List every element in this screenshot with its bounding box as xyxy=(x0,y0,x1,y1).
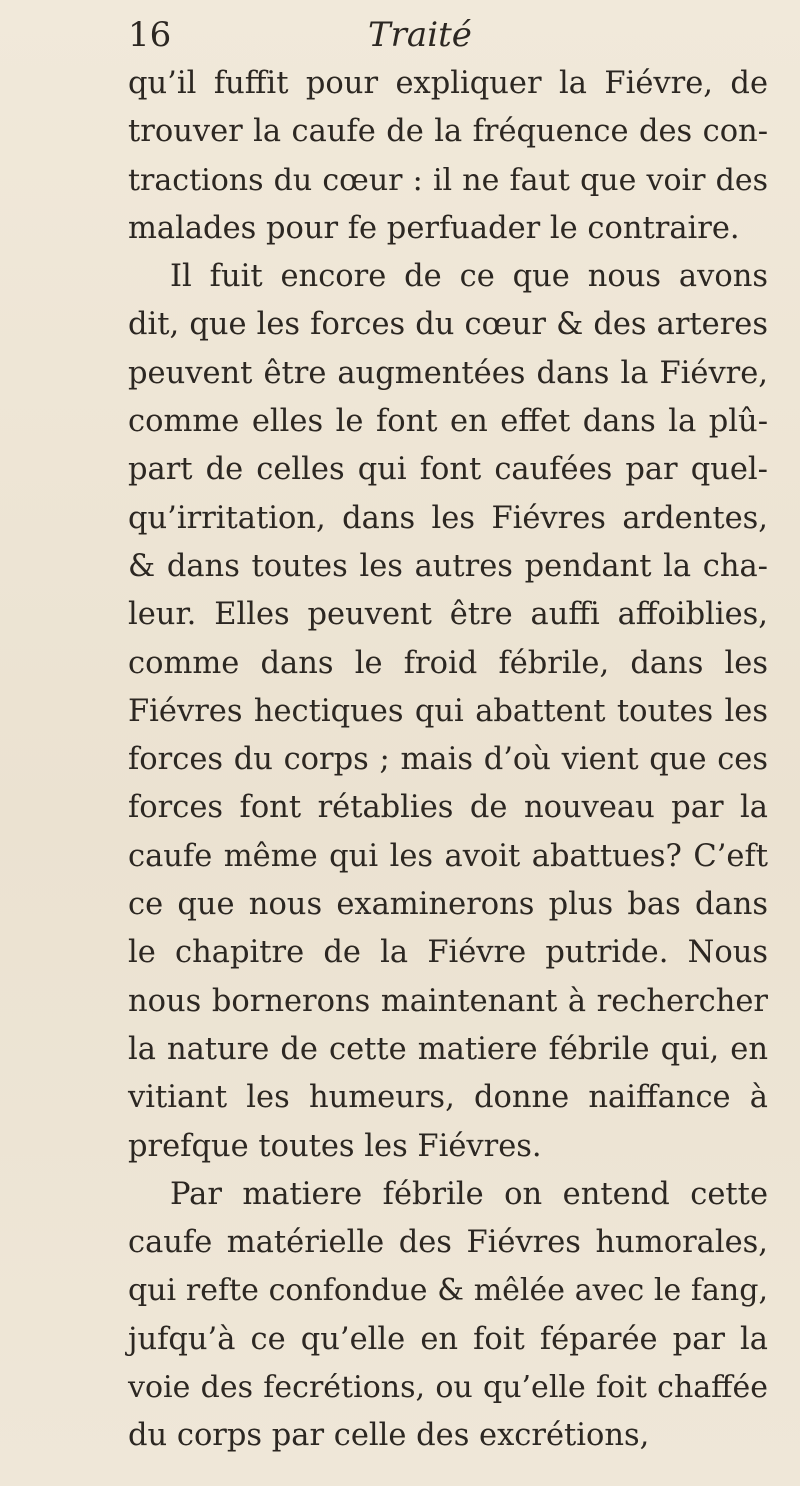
text-line: forces du corps ; mais d’où vient que ces xyxy=(128,742,768,778)
text-line: peuvent être augmentées dans la Fiévre, xyxy=(128,355,768,391)
text-line: voie des fecrétions, ou qu’elle foit chaffée xyxy=(128,1370,768,1406)
text-line: comme elles le font en effet dans la plû- xyxy=(128,404,768,440)
page-number: 16 xyxy=(128,15,172,55)
text-line: prefque toutes les Fiévres. xyxy=(128,1128,542,1164)
text-line: part de celles qui font caufées par quel- xyxy=(128,452,768,488)
text-line: qu’il fuffit pour expliquer la Fiévre, de xyxy=(128,66,768,101)
text-line: ce que nous examinerons plus bas dans xyxy=(128,887,768,923)
body-text xyxy=(128,60,768,1461)
text-line: Fiévres hectiques qui abattent toutes les xyxy=(128,693,768,729)
text-line: comme dans le froid fébrile, dans les xyxy=(128,645,768,681)
text-line: & dans toutes les autres pendant la cha- xyxy=(128,548,768,584)
text-line: caufe matérielle des Fiévres humorales, xyxy=(128,1225,768,1261)
page-header xyxy=(128,12,768,58)
running-title: Traité xyxy=(368,15,472,55)
text-line: Il fuit encore de ce que nous avons xyxy=(170,259,768,295)
text-line: caufe même qui les avoit abattues? C’eft xyxy=(128,838,768,874)
text-line: le chapitre de la Fiévre putride. Nous xyxy=(128,935,768,971)
text-line: la nature de cette matiere fébrile qui, en xyxy=(128,1031,768,1067)
text-line: dit, que les forces du cœur & des arteres xyxy=(128,307,768,343)
text-line: malades pour fe perfuader le contraire. xyxy=(128,210,740,246)
text-line: qui refte confondue & mêlée avec le fang, xyxy=(128,1273,768,1309)
text-line: forces font rétablies de nouveau par la xyxy=(128,790,768,826)
text-line: leur. Elles peuvent être auffi affoiblies, xyxy=(128,597,768,633)
text-line: jufqu’à ce qu’elle en foit féparée par la xyxy=(128,1321,768,1357)
text-line: qu’irritation, dans les Fiévres ardentes, xyxy=(128,500,768,536)
text-line: vitiant les humeurs, donne naiffance à xyxy=(128,1080,768,1116)
text-line: Par matiere fébrile on entend cette xyxy=(170,1176,768,1212)
text-line: tractions du cœur : il ne faut que voir des xyxy=(128,162,768,198)
text-line: trouver la caufe de la fréquence des con- xyxy=(128,114,768,150)
text-line: du corps par celle des excrétions, xyxy=(128,1418,650,1454)
text-line: nous bornerons maintenant à rechercher xyxy=(128,983,768,1019)
